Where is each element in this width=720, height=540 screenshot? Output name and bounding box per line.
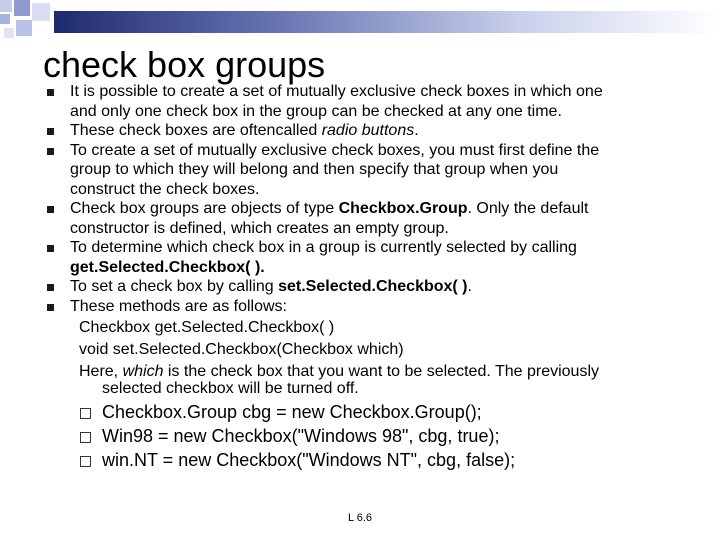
bold-text: set.Selected.Checkbox( ) — [278, 278, 468, 295]
text-run: It is possible to create a set of mutually exclusive check boxes in which one — [70, 83, 603, 100]
bullet-marker-icon — [47, 284, 54, 291]
text-run: To determine which check box in a group is currently selected by calling — [70, 239, 577, 256]
checkbox-bullet-icon — [80, 408, 91, 419]
text-run: construct the check boxes. — [70, 180, 260, 198]
italic-text: radio buttons — [321, 122, 415, 139]
code-line: win.NT = new Checkbox("Windows NT", cbg, false); — [102, 450, 516, 470]
text-run: group to which they will belong and then specify that group when you — [70, 161, 559, 178]
bullet-marker-icon — [47, 128, 54, 135]
bullet-7-line — [70, 297, 287, 316]
text-run: . — [414, 122, 419, 139]
corner-square-1 — [0, 0, 12, 12]
method-line — [102, 379, 359, 398]
text-run: Check box groups are objects of type — [70, 200, 339, 217]
bullet-4-line — [70, 219, 449, 238]
text-run: Here, — [79, 363, 123, 380]
method-line — [79, 318, 334, 337]
bullet-5-line — [70, 238, 577, 257]
bullet-6-line — [70, 277, 472, 296]
bullet-4-line — [70, 199, 588, 218]
bold-text: get.Selected.Checkbox( ). — [70, 258, 265, 276]
corner-square-3 — [32, 3, 50, 21]
checkbox-bullet-icon — [80, 432, 91, 443]
text-run: These check boxes are oftencalled — [70, 122, 322, 139]
code-line: Checkbox.Group cbg = new Checkbox.Group(); — [102, 402, 482, 422]
bullet-1-line — [70, 82, 603, 101]
bullet-3-line — [70, 160, 558, 179]
corner-square-4 — [0, 14, 10, 24]
text-run: These methods are as follows: — [70, 297, 287, 315]
text-run: selected checkbox will be turned off. — [102, 380, 359, 397]
text-run: To create a set of mutually exclusive check boxes, you must first define the — [70, 141, 600, 159]
italic-text: which — [122, 363, 164, 380]
checkbox-bullet-icon — [80, 456, 91, 467]
corner-square-5 — [16, 20, 32, 36]
text-run: void set.Selected.Checkbox(Checkbox which) — [79, 341, 404, 358]
corner-square-2 — [14, 0, 30, 16]
text-run: is the check box that you want to be selected. The previously — [163, 363, 599, 380]
header-gradient-bar — [54, 11, 720, 33]
bullet-marker-icon — [47, 304, 54, 311]
bullet-1-line — [70, 102, 562, 121]
bullet-marker-icon — [47, 89, 54, 96]
bold-text: Checkbox.Group — [338, 200, 468, 217]
text-run: . Only the default — [467, 200, 589, 217]
bullet-3-line — [70, 141, 599, 160]
slide-title: check box groups — [43, 44, 326, 85]
slide-footer: L 6.6 — [347, 512, 373, 524]
method-line — [79, 340, 404, 359]
text-run: . — [467, 278, 472, 295]
bullet-2-line — [70, 121, 419, 140]
bullet-marker-icon — [47, 206, 54, 213]
text-run: and only one check box in the group can be checked at any one time. — [70, 102, 562, 120]
corner-square-6 — [4, 28, 14, 38]
bullet-marker-icon — [47, 148, 54, 155]
code-line: Win98 = new Checkbox("Windows 98", cbg, true); — [102, 426, 500, 446]
bullet-3-line — [70, 180, 259, 199]
text-run: Checkbox get.Selected.Checkbox( ) — [79, 319, 335, 336]
bullet-marker-icon — [47, 245, 54, 252]
bullet-5-line — [70, 258, 265, 277]
text-run: constructor is defined, which creates an empty group. — [70, 219, 449, 237]
text-run: To set a check box by calling — [70, 278, 279, 295]
